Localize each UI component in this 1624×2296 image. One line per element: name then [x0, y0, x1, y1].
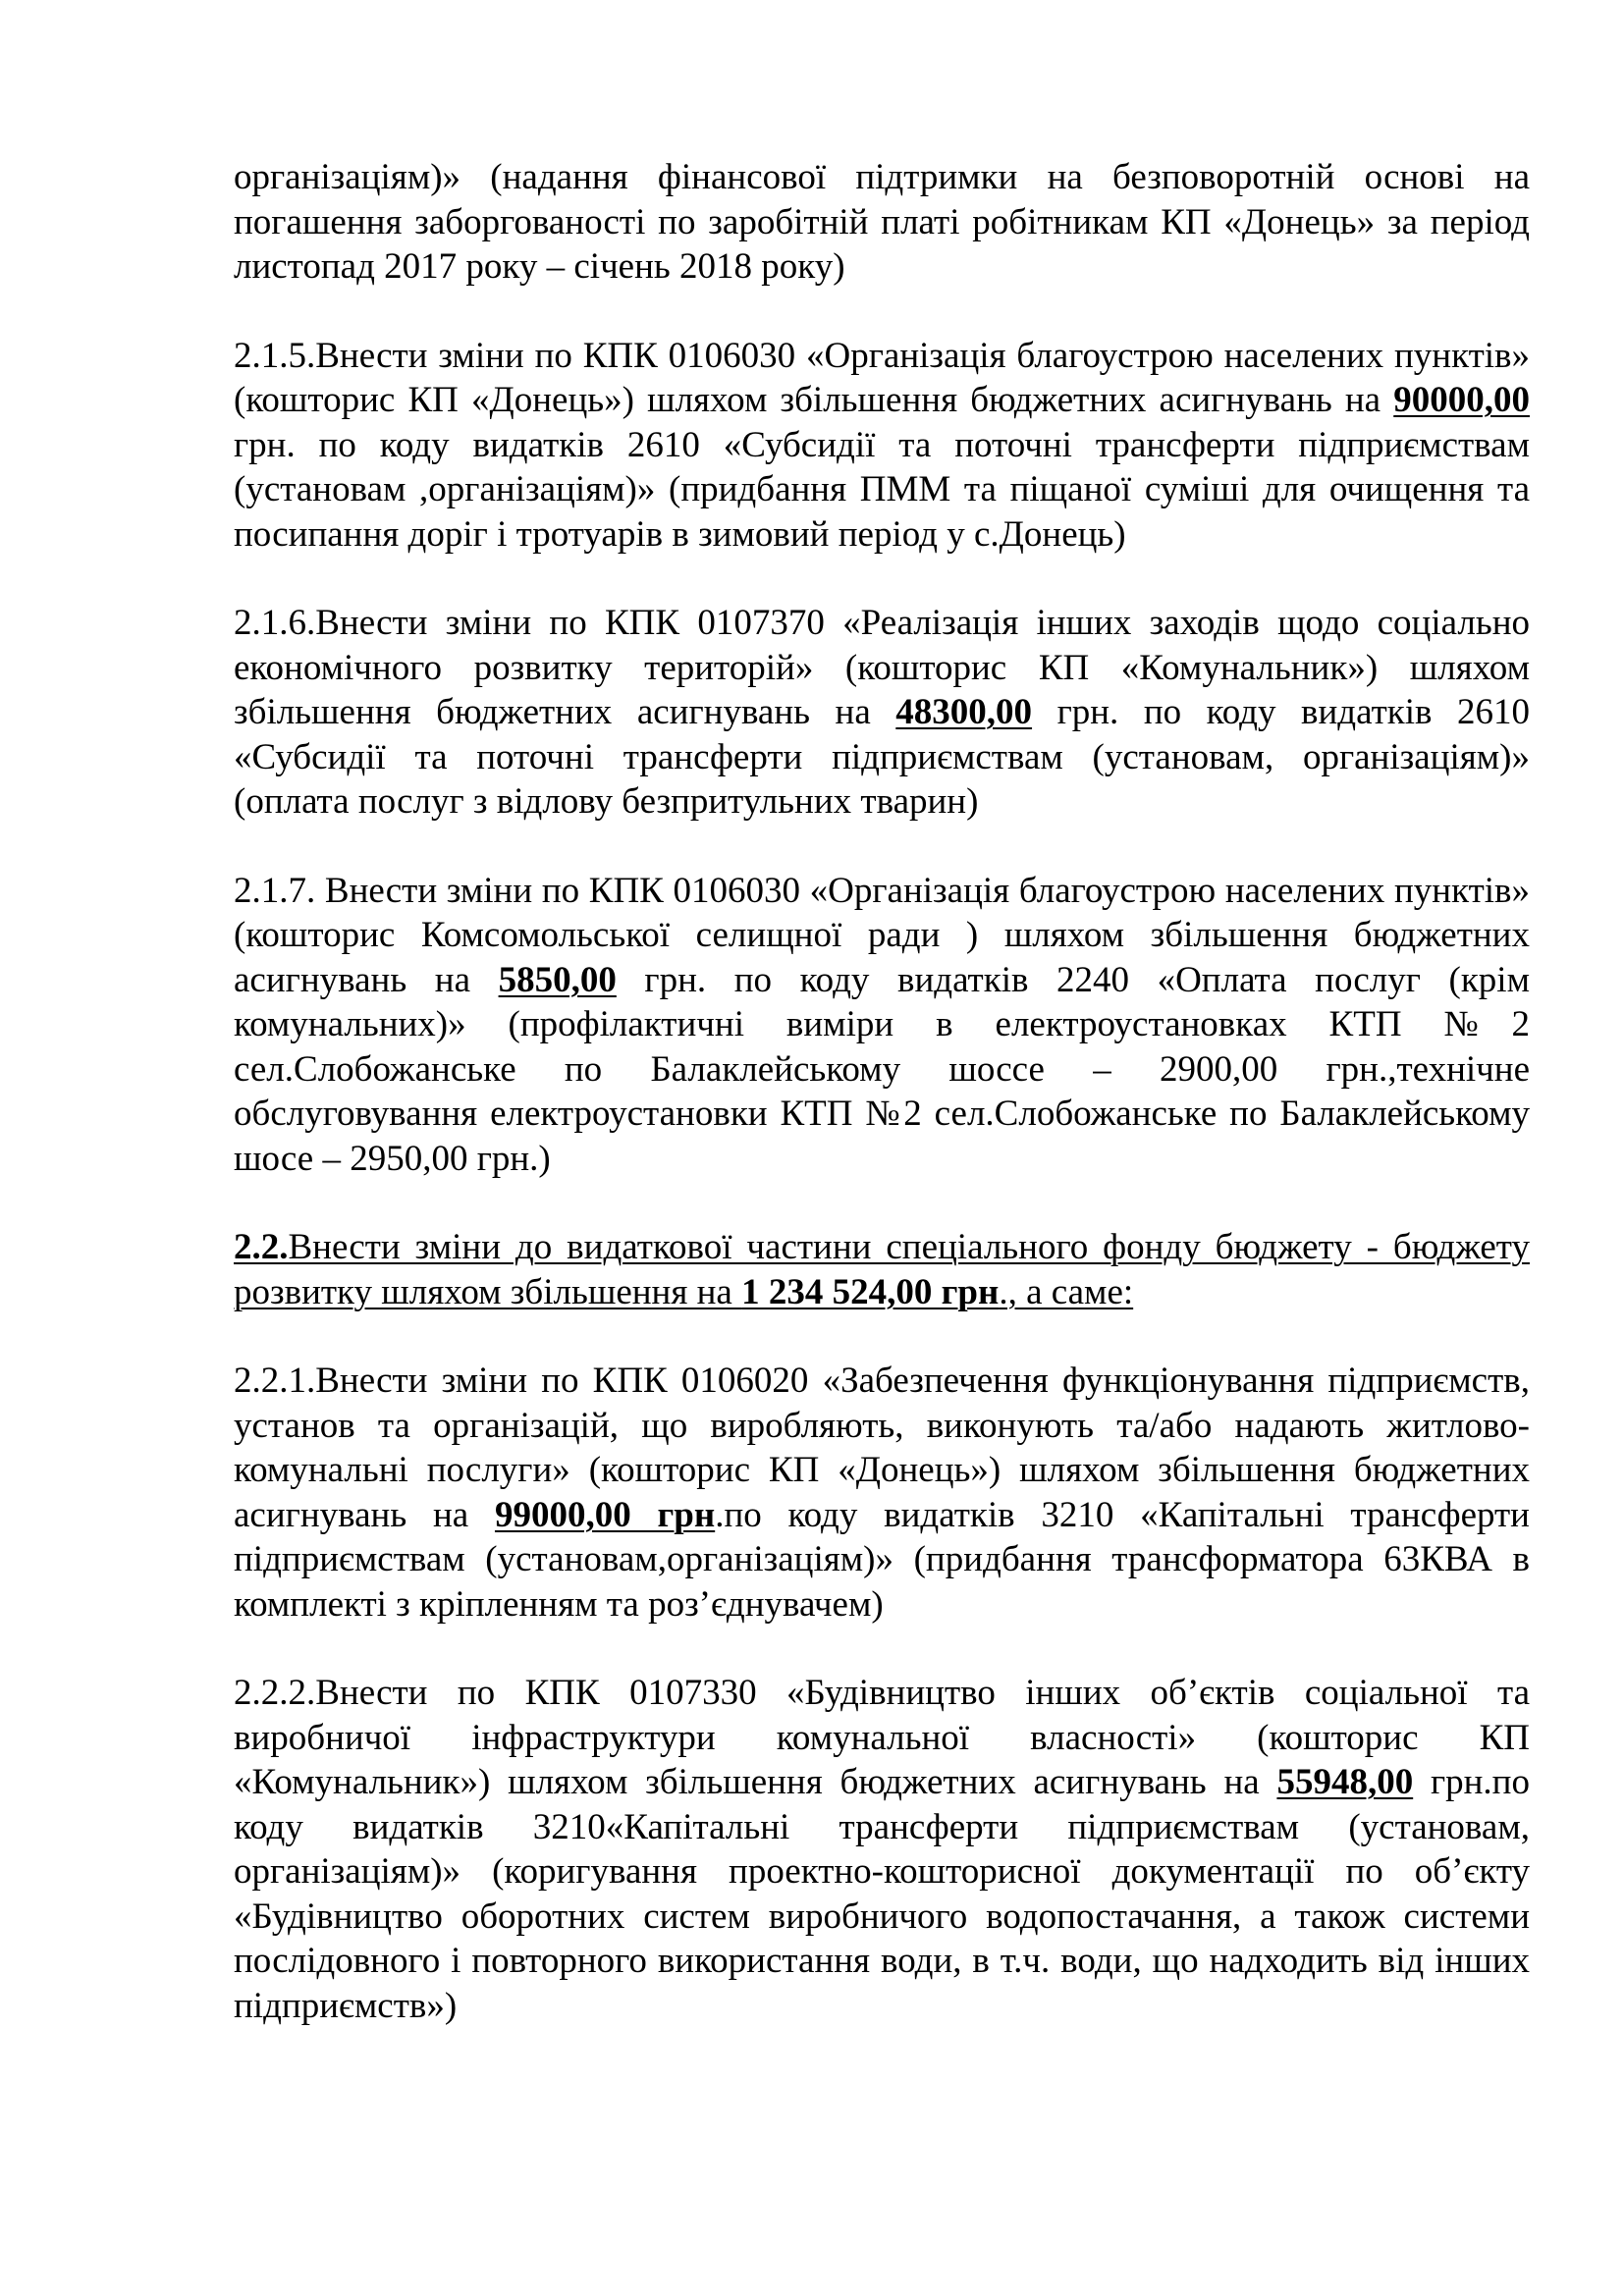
text-segment: організаціям)» (надання фінансової підтримки на безповоротній основі на погашення заборгованості по заробітній платі робітникам КП «Донець» за період листопад 2017 року – січень 2018 року): [234, 157, 1530, 287]
section-heading-text: Внести зміни до видаткової частини спеціального фонду бюджету - бюджету розвитку шляхом збільшення на: [234, 1227, 1530, 1312]
amount-highlight: 90000,00: [1393, 380, 1530, 420]
text-segment: 2.1.5.Внести зміни по КПК 0106030 «Організація благоустрою населених пунктів» (кошторис КП «Донець») шляхом збільшення бюджетних асигнувань на: [234, 335, 1530, 420]
amount-highlight: 1 234 524,00 грн: [741, 1271, 1000, 1312]
section-number: 2.2.: [234, 1227, 289, 1267]
paragraph-2-1-6: [234, 601, 1530, 825]
amount-highlight: 48300,00: [895, 692, 1033, 732]
amount-highlight: 99000,00 грн: [494, 1494, 716, 1535]
section-heading-tail: ., а саме:: [999, 1271, 1134, 1312]
document-page: [234, 155, 1530, 2072]
text-segment: грн. по коду видатків 2610 «Субсидії та поточні трансферти підприємствам (установам, організаціям)» (оплата послуг з відлову безпритульних тварин): [234, 692, 1531, 822]
paragraph-2-1-7: [234, 869, 1530, 1182]
text-segment: 2.1.6.Внести зміни по КПК 0107370 «Реалізація інших заходів щодо соціально економічного розвитку територій» (кошторис КП «Комунальник») шляхом збільшення бюджетних асигнувань на: [234, 603, 1530, 732]
paragraph-2-2-1: [234, 1359, 1530, 1627]
paragraph-2-1-5: [234, 334, 1530, 558]
text-segment: .по коду видатків 3210 «Капітальні трансферти підприємствам (установам,організаціям)» (придбання трансформатора 63КВА в комплекті з кріпленням та роз’єднувачем): [234, 1494, 1530, 1625]
text-segment: грн. по коду видатків 2240 «Оплата послуг (крім комунальних)» (профілактичні виміри в електроустановках КТП №2 сел.Слобожанське по Балаклейському шоссе – 2900,00 грн.,технічне обслуговування електроустановки КТП №2 сел.Слобожанське по Балаклейському шосе – 2950,00 грн.): [234, 959, 1530, 1179]
text-segment: 2.2.2.Внести по КПК 0107330 «Будівництво інших об’єктів соціальної та виробничої інфраструктури комунальної власності» (кошторис КП «Комунальник») шляхом збільшення бюджетних асигнувань на: [234, 1673, 1530, 1802]
text-segment: 2.2.1.Внести зміни по КПК 0106020 «Забезпечення функціонування підприємств, установ та організацій, що виробляють, виконують та/або надають житлово-комунальні послуги» (кошторис КП «Донець») шляхом збільшення бюджетних асигнувань на: [234, 1361, 1530, 1535]
paragraph-2-2-2: [234, 1671, 1530, 2028]
text-segment: грн.по коду видатків 3210«Капітальні трансферти підприємствам (установам, організаціям)» (коригування проектно-кошторисної документації по об’єкту «Будівництво оборотних систем виробничого водопостачання, а також системи послідовного і повторного використання води, в т.ч. води, що надходить від інших підприємств»): [234, 1762, 1530, 2026]
text-segment: грн. по коду видатків 2610 «Субсидії та поточні трансферти підприємствам (установам ,організаціям)» (придбання ПММ та піщаної суміші для очищення та посипання доріг і тротуарів в зимовий період у с.Донець): [234, 424, 1530, 555]
text-segment: 2.1.7. Внести зміни по КПК 0106030 «Організація благоустрою населених пунктів» (кошторис Комсомольської селищної ради ) шляхом збільшення бюджетних асигнувань на: [234, 870, 1530, 1000]
amount-highlight: 5850,00: [498, 959, 617, 1000]
section-heading-2-2: [234, 1225, 1530, 1314]
amount-highlight: 55948,00: [1276, 1762, 1414, 1802]
paragraph-intro-continuation: [234, 155, 1530, 290]
